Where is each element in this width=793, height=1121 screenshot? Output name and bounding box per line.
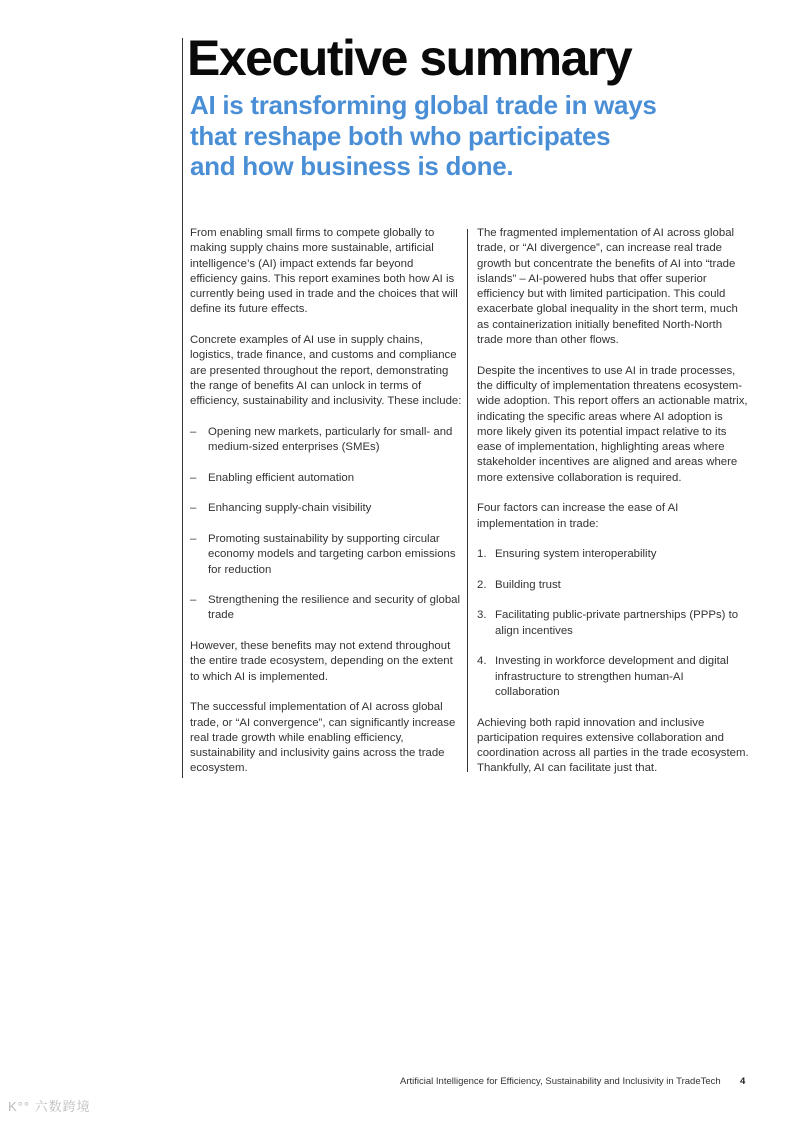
- dash-marker: –: [190, 502, 197, 515]
- list-item: [190, 471, 462, 486]
- list-item-text: Ensuring system interoperability: [495, 548, 657, 561]
- page-subtitle: AI is transforming global trade in ways that reshape both who participates and how business is done.: [190, 90, 657, 181]
- paragraph: From enabling small firms to compete globally to making supply chains more sustainable, artificial intelligence’s (AI) impact extends far beyond efficiency gains. This report examines both how AI is currently being used in trade and the choices that will define its future effects.: [190, 227, 458, 316]
- list-item-text: Opening new markets, particularly for small- and medium-sized enterprises (SMEs): [208, 425, 453, 454]
- list-item-text: Facilitating public-private partnerships (PPPs) to align incentives: [495, 609, 739, 637]
- page-title: Executive summary: [187, 30, 632, 86]
- list-item-text: Building trust: [495, 578, 561, 591]
- list-number: 1.: [477, 548, 487, 561]
- page-number: 4: [740, 1076, 746, 1087]
- list-item-text: Investing in workforce development and digital infrastructure to strengthen human-AI collaboration: [495, 655, 729, 698]
- right-column: [477, 226, 751, 792]
- list-item: [477, 608, 751, 639]
- title-vertical-rule: [182, 38, 183, 778]
- dash-marker: –: [190, 594, 197, 607]
- column-divider: [467, 229, 468, 772]
- paragraph: Concrete examples of AI use in supply chains, logistics, trade finance, and customs and compliance are presented throughout the report, demonstrating the range of benefits AI can unlock in terms of efficiency, sustainability and inclusivity. These include:: [190, 334, 462, 408]
- list-item-text: Enhancing supply-chain visibility: [208, 502, 372, 515]
- list-item-text: Strengthening the resilience and security of global trade: [208, 594, 461, 622]
- paragraph: Achieving both rapid innovation and inclusive participation requires extensive collaboration and coordination across all parties in the trade ecosystem. Thankfully, AI can facilitate just that.: [477, 716, 749, 775]
- list-item: [477, 547, 751, 562]
- list-number: 2.: [477, 578, 487, 591]
- paragraph: The fragmented implementation of AI across global trade, or “AI divergence”, can increase real trade growth but concentrate the benefits of AI into “trade islands” – AI-powered hubs that offer superior efficiency but with limited participation. This could exacerbate global inequality in the short term, much as containerization initially benefited North-North trade more than other flows.: [477, 227, 738, 347]
- list-item-text: Promoting sustainability by supporting circular economy models and targeting carbon emissions for reduction: [208, 532, 456, 576]
- paragraph: Despite the incentives to use AI in trade processes, the difficulty of implementation threatens ecosystem-wide adoption. This report offers an actionable matrix, indicating the specific areas where AI adoption is more likely given its potential impact relative to its ease of implementation, highlighting areas where stakeholder incentives are aligned and areas where more extensive collaboration is required.: [477, 364, 748, 484]
- dash-marker: –: [190, 471, 197, 484]
- list-item: [477, 578, 751, 593]
- paragraph: The successful implementation of AI across global trade, or “AI convergence”, can significantly increase real trade growth while enabling efficiency, sustainability and inclusivity gains across the trade ecosystem.: [190, 701, 456, 775]
- list-item: [477, 654, 751, 700]
- benefits-list: [190, 425, 462, 624]
- list-number: 4.: [477, 655, 487, 668]
- dash-marker: –: [190, 425, 197, 438]
- list-number: 3.: [477, 609, 487, 622]
- paragraph: Four factors can increase the ease of AI implementation in trade:: [477, 502, 679, 530]
- list-item: [190, 501, 462, 516]
- dash-marker: –: [190, 532, 197, 545]
- paragraph: However, these benefits may not extend throughout the entire trade ecosystem, depending on the extent to which AI is implemented.: [190, 640, 453, 683]
- list-item: [190, 532, 462, 578]
- list-item: [190, 593, 462, 624]
- factors-list: [477, 547, 751, 700]
- list-item: [190, 425, 462, 456]
- left-column: [190, 226, 462, 792]
- footer-text: Artificial Intelligence for Efficiency, Sustainability and Inclusivity in TradeTech: [400, 1076, 721, 1087]
- list-item-text: Enabling efficient automation: [208, 471, 355, 484]
- watermark-logo: K°° 六数跨境: [8, 1099, 91, 1114]
